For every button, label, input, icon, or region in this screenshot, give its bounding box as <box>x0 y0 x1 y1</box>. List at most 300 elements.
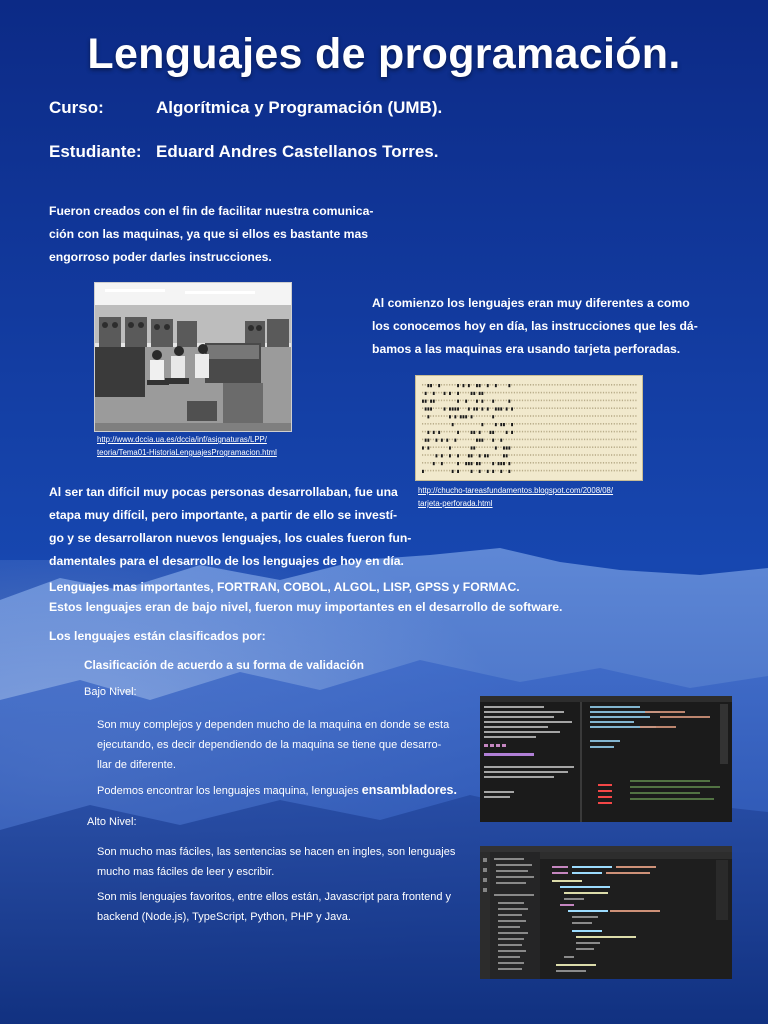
card-digit <box>446 384 447 386</box>
card-digit <box>511 384 512 386</box>
card-digit <box>576 454 577 456</box>
card-digit <box>606 454 607 456</box>
card-digit <box>490 415 491 417</box>
card-digit <box>606 400 607 402</box>
computer-room-photo <box>94 282 292 432</box>
card-digit <box>538 384 539 386</box>
card-hole <box>441 439 443 442</box>
card-digit <box>603 431 604 433</box>
low-level-examples <box>97 780 457 801</box>
card-digit <box>438 439 439 441</box>
card-digit <box>619 423 620 425</box>
low-level-examples-text: Podemos encontrar los lenguajes maquina, lenguajes <box>97 785 362 797</box>
card-digit <box>587 392 588 394</box>
card-digit <box>598 400 599 402</box>
card-digit <box>579 392 580 394</box>
card-digit <box>449 400 450 402</box>
card-digit <box>549 384 550 386</box>
card-digit <box>427 423 428 425</box>
beginning-line: los conocemos hoy en día, las instrucciones que les dá- <box>372 319 698 333</box>
card-digit <box>533 439 534 441</box>
card-digit <box>498 392 499 394</box>
card-digit <box>595 462 596 464</box>
card-digit <box>514 446 515 448</box>
card-hole <box>511 407 513 410</box>
card-hole <box>425 439 427 442</box>
card-digit <box>481 446 482 448</box>
card-digit <box>487 431 488 433</box>
card-digit <box>571 431 572 433</box>
card-hole <box>433 431 435 434</box>
card-digit <box>546 462 547 464</box>
card-digit <box>592 439 593 441</box>
card-digit <box>473 470 474 472</box>
card-digit <box>627 470 628 472</box>
card-digit <box>511 470 512 472</box>
card-digit <box>544 431 545 433</box>
card-hole <box>457 454 459 457</box>
card-digit <box>535 384 536 386</box>
card-digit <box>446 454 447 456</box>
card-digit <box>471 407 472 409</box>
card-hole <box>457 407 459 410</box>
card-digit <box>562 384 563 386</box>
card-digit <box>427 462 428 464</box>
card-digit <box>592 392 593 394</box>
card-digit <box>560 439 561 441</box>
card-digit <box>444 400 445 402</box>
card-hole <box>508 446 510 449</box>
card-digit <box>444 462 445 464</box>
card-digit <box>454 446 455 448</box>
card-digit <box>611 446 612 448</box>
card-digit <box>454 431 455 433</box>
card-hole <box>479 384 481 387</box>
card-hole <box>457 392 459 395</box>
card-digit <box>581 446 582 448</box>
card-digit <box>630 454 631 456</box>
card-digit <box>589 446 590 448</box>
card-digit <box>557 470 558 472</box>
card-digit <box>533 446 534 448</box>
card-digit <box>560 384 561 386</box>
card-digit <box>460 423 461 425</box>
card-digit <box>562 454 563 456</box>
card-digit <box>554 392 555 394</box>
card-digit <box>452 439 453 441</box>
card-hole <box>438 431 440 434</box>
card-digit <box>487 439 488 441</box>
card-digit <box>525 423 526 425</box>
card-digit <box>490 384 491 386</box>
card-digit <box>603 384 604 386</box>
card-digit <box>500 431 501 433</box>
card-digit <box>619 392 620 394</box>
card-hole <box>479 431 481 434</box>
card-digit <box>541 400 542 402</box>
card-digit <box>589 407 590 409</box>
card-digit <box>616 462 617 464</box>
card-digit <box>535 392 536 394</box>
card-digit <box>627 407 628 409</box>
source-link-1[interactable] <box>97 433 277 459</box>
card-digit <box>635 431 636 433</box>
card-digit <box>508 392 509 394</box>
card-digit <box>530 454 531 456</box>
card-digit <box>438 446 439 448</box>
card-hole <box>468 384 470 387</box>
card-digit <box>611 400 612 402</box>
card-digit <box>446 470 447 472</box>
card-digit <box>425 423 426 425</box>
card-digit <box>611 423 612 425</box>
card-digit <box>527 462 528 464</box>
card-digit <box>444 423 445 425</box>
card-digit <box>498 470 499 472</box>
card-digit <box>438 462 439 464</box>
card-digit <box>525 454 526 456</box>
card-digit <box>535 439 536 441</box>
assembler-code-screenshot <box>480 696 732 822</box>
card-digit <box>498 384 499 386</box>
card-hole <box>479 439 481 442</box>
card-digit <box>425 470 426 472</box>
card-digit <box>630 407 631 409</box>
card-hole <box>506 407 508 410</box>
card-hole <box>500 407 502 410</box>
card-digit <box>557 392 558 394</box>
card-digit <box>530 407 531 409</box>
card-hole <box>425 400 427 403</box>
card-digit <box>608 462 609 464</box>
card-digit <box>541 423 542 425</box>
card-digit <box>595 407 596 409</box>
card-digit <box>630 431 631 433</box>
card-digit <box>611 407 612 409</box>
card-digit <box>535 400 536 402</box>
card-digit <box>546 407 547 409</box>
card-digit <box>460 400 461 402</box>
card-hole <box>422 470 424 473</box>
card-digit <box>433 446 434 448</box>
card-digit <box>533 462 534 464</box>
card-digit <box>562 392 563 394</box>
card-digit <box>635 439 636 441</box>
card-digit <box>503 431 504 433</box>
card-digit <box>546 454 547 456</box>
card-digit <box>560 415 561 417</box>
card-digit <box>460 470 461 472</box>
card-digit <box>544 384 545 386</box>
card-digit <box>503 407 504 409</box>
card-digit <box>425 462 426 464</box>
card-digit <box>560 423 561 425</box>
card-digit <box>465 470 466 472</box>
card-digit <box>616 470 617 472</box>
card-digit <box>506 400 507 402</box>
card-digit <box>490 454 491 456</box>
card-digit <box>525 407 526 409</box>
card-digit <box>460 407 461 409</box>
card-digit <box>571 400 572 402</box>
card-hole <box>487 454 489 457</box>
card-hole <box>452 470 454 473</box>
card-digit <box>619 400 620 402</box>
card-digit <box>538 423 539 425</box>
card-digit <box>476 423 477 425</box>
card-digit <box>584 446 585 448</box>
card-digit <box>438 392 439 394</box>
card-hole <box>511 431 513 434</box>
card-digit <box>549 400 550 402</box>
card-digit <box>473 400 474 402</box>
card-digit <box>492 407 493 409</box>
card-digit <box>484 462 485 464</box>
card-digit <box>589 400 590 402</box>
card-digit <box>527 384 528 386</box>
card-digit <box>554 384 555 386</box>
card-digit <box>479 423 480 425</box>
card-digit <box>438 407 439 409</box>
card-digit <box>635 462 636 464</box>
card-digit <box>487 392 488 394</box>
card-digit <box>441 431 442 433</box>
card-digit <box>600 439 601 441</box>
card-digit <box>552 446 553 448</box>
card-digit <box>463 423 464 425</box>
card-digit <box>581 400 582 402</box>
card-digit <box>614 431 615 433</box>
card-digit <box>616 446 617 448</box>
card-digit <box>511 392 512 394</box>
card-digit <box>584 415 585 417</box>
card-digit <box>625 407 626 409</box>
card-digit <box>538 470 539 472</box>
card-digit <box>560 407 561 409</box>
card-digit <box>517 407 518 409</box>
card-digit <box>525 384 526 386</box>
card-hole <box>506 454 508 457</box>
card-digit <box>557 423 558 425</box>
card-digit <box>430 415 431 417</box>
source-link-2-line[interactable]: tarjeta-perforada.html <box>418 499 493 508</box>
card-digit <box>546 400 547 402</box>
card-digit <box>460 462 461 464</box>
card-digit <box>498 454 499 456</box>
card-hole <box>500 439 502 442</box>
card-digit <box>452 446 453 448</box>
card-hole <box>471 392 473 395</box>
card-digit <box>484 431 485 433</box>
card-hole <box>457 384 459 387</box>
card-digit <box>625 400 626 402</box>
card-hole <box>471 415 473 418</box>
card-hole <box>468 462 470 465</box>
card-digit <box>517 384 518 386</box>
course-value: Algorítmica y Programación (UMB). <box>156 98 443 117</box>
card-digit <box>552 431 553 433</box>
card-digit <box>565 400 566 402</box>
card-digit <box>541 392 542 394</box>
card-digit <box>616 400 617 402</box>
source-link-1-line[interactable]: http://www.dccia.ua.es/dccia/inf/asignaturas/LPP/ <box>97 435 267 444</box>
card-digit <box>479 407 480 409</box>
card-digit <box>600 384 601 386</box>
card-digit <box>619 384 620 386</box>
card-digit <box>608 423 609 425</box>
card-digit <box>544 407 545 409</box>
card-digit <box>625 392 626 394</box>
card-digit <box>503 392 504 394</box>
card-digit <box>519 392 520 394</box>
card-digit <box>446 400 447 402</box>
card-digit <box>527 400 528 402</box>
card-digit <box>454 462 455 464</box>
card-digit <box>527 392 528 394</box>
card-digit <box>487 462 488 464</box>
card-digit <box>616 439 617 441</box>
card-digit <box>425 454 426 456</box>
card-digit <box>490 400 491 402</box>
card-digit <box>633 439 634 441</box>
card-digit <box>506 392 507 394</box>
card-digit <box>565 470 566 472</box>
difficult-line: etapa muy difícil, pero importante, a partir de ello se investí- <box>49 508 398 522</box>
card-digit <box>463 446 464 448</box>
card-digit <box>595 423 596 425</box>
card-digit <box>457 415 458 417</box>
card-digit <box>422 384 423 386</box>
card-digit <box>627 423 628 425</box>
card-digit <box>538 431 539 433</box>
card-digit <box>490 470 491 472</box>
card-digit <box>581 423 582 425</box>
card-digit <box>603 470 604 472</box>
card-digit <box>468 470 469 472</box>
card-digit <box>584 439 585 441</box>
card-digit <box>514 384 515 386</box>
card-digit <box>438 423 439 425</box>
card-digit <box>606 415 607 417</box>
card-digit <box>622 439 623 441</box>
card-digit <box>622 423 623 425</box>
card-digit <box>635 384 636 386</box>
card-digit <box>630 392 631 394</box>
card-digit <box>557 439 558 441</box>
card-digit <box>554 400 555 402</box>
card-digit <box>598 431 599 433</box>
high-level-line: Son mucho mas fáciles, las sentencias se hacen en ingles, son lenguajes <box>97 846 456 858</box>
card-digit <box>506 462 507 464</box>
card-digit <box>592 470 593 472</box>
card-digit <box>554 407 555 409</box>
card-digit <box>573 439 574 441</box>
card-digit <box>468 423 469 425</box>
card-digit <box>506 439 507 441</box>
card-digit <box>579 431 580 433</box>
card-hole <box>473 446 475 449</box>
student-value: Eduard Andres Castellanos Torres. <box>156 142 439 161</box>
card-digit <box>598 462 599 464</box>
card-hole <box>452 423 454 426</box>
card-digit <box>525 470 526 472</box>
card-digit <box>465 384 466 386</box>
source-link-2[interactable] <box>418 484 613 510</box>
card-digit <box>484 470 485 472</box>
card-digit <box>511 439 512 441</box>
card-digit <box>552 407 553 409</box>
card-hole <box>454 407 456 410</box>
card-digit <box>573 462 574 464</box>
card-digit <box>433 454 434 456</box>
card-digit <box>498 431 499 433</box>
card-digit <box>614 392 615 394</box>
card-hole <box>508 462 510 465</box>
card-digit <box>525 462 526 464</box>
card-digit <box>611 454 612 456</box>
card-digit <box>571 439 572 441</box>
card-hole <box>481 400 483 403</box>
card-digit <box>490 423 491 425</box>
card-digit <box>519 415 520 417</box>
card-digit <box>549 446 550 448</box>
low-level-heading: Bajo Nivel: <box>84 686 137 698</box>
card-hole <box>471 446 473 449</box>
card-digit <box>598 470 599 472</box>
source-link-2-line[interactable]: http://chucho-tareasfundamentos.blogspot.com/2008/08/ <box>418 486 614 495</box>
source-link-1-line[interactable]: teoria/Tema01-HistoriaLenguajesProgramacion.html <box>97 448 277 457</box>
card-hole <box>457 462 459 465</box>
card-hole <box>427 439 429 442</box>
card-digit <box>600 392 601 394</box>
card-digit <box>619 407 620 409</box>
card-digit <box>622 454 623 456</box>
card-digit <box>619 462 620 464</box>
card-digit <box>576 431 577 433</box>
card-digit <box>444 439 445 441</box>
card-digit <box>503 384 504 386</box>
card-digit <box>535 454 536 456</box>
card-digit <box>603 454 604 456</box>
card-digit <box>625 446 626 448</box>
card-digit <box>538 400 539 402</box>
card-digit <box>460 431 461 433</box>
card-digit <box>538 462 539 464</box>
card-hole <box>463 384 465 387</box>
card-digit <box>538 392 539 394</box>
card-digit <box>527 423 528 425</box>
card-digit <box>549 407 550 409</box>
card-digit <box>611 384 612 386</box>
card-digit <box>498 415 499 417</box>
card-digit <box>571 462 572 464</box>
page-title: Lenguajes de programación. <box>87 30 681 78</box>
card-digit <box>622 470 623 472</box>
card-digit <box>568 462 569 464</box>
card-digit <box>587 423 588 425</box>
card-digit <box>422 407 423 409</box>
card-digit <box>630 470 631 472</box>
card-digit <box>500 392 501 394</box>
card-digit <box>479 400 480 402</box>
card-digit <box>463 400 464 402</box>
card-digit <box>527 446 528 448</box>
card-digit <box>471 439 472 441</box>
card-digit <box>608 439 609 441</box>
card-digit <box>430 446 431 448</box>
card-digit <box>454 423 455 425</box>
card-hole <box>422 400 424 403</box>
